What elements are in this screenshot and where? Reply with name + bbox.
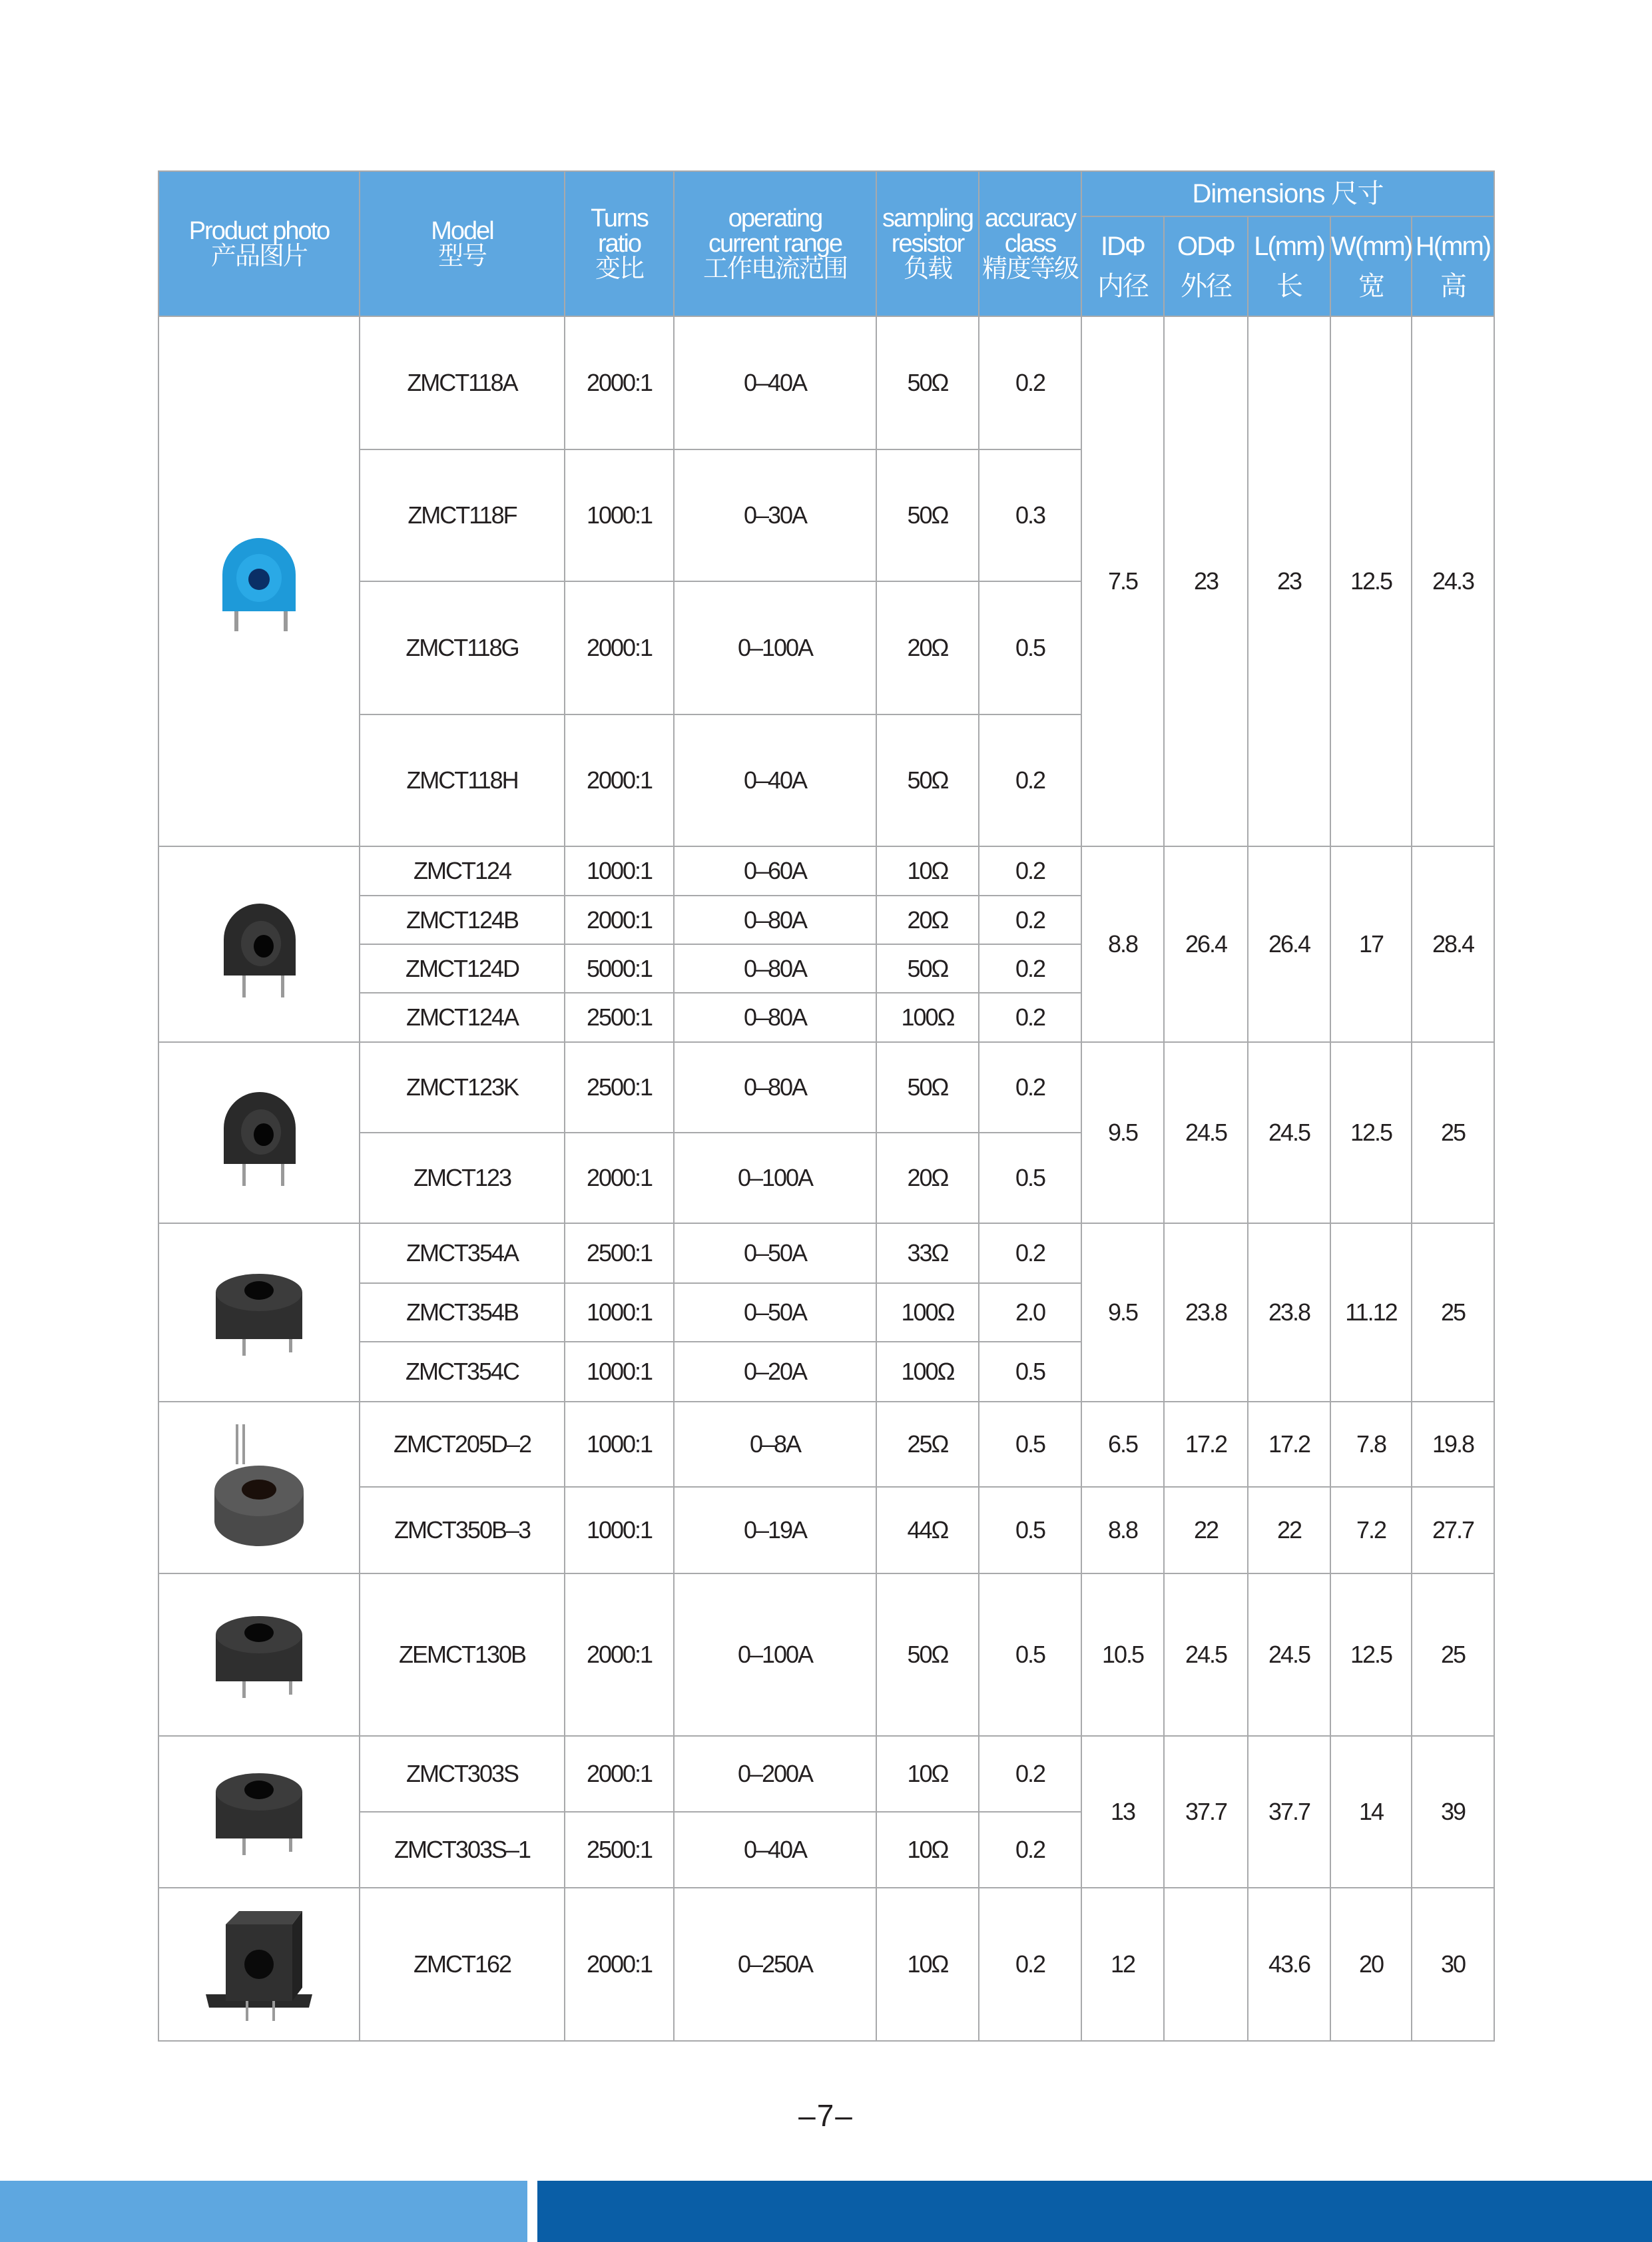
height-cell: 25 <box>1412 1223 1494 1402</box>
length-cell: 24.5 <box>1248 1042 1330 1223</box>
length-cell: 23 <box>1248 316 1330 846</box>
turns-ratio-cell: 2500:1 <box>565 1042 674 1133</box>
black-flat-current-transformer-icon <box>159 1605 359 1705</box>
outer-diameter-cell <box>1164 1888 1248 2041</box>
turns-ratio-cell: 2000:1 <box>565 896 674 944</box>
current-range-cell: 0–60A <box>674 846 876 896</box>
product-photo-cell <box>158 1223 360 1402</box>
model-cell: ZEMCT130B <box>360 1573 565 1736</box>
current-range-cell: 0–100A <box>674 581 876 714</box>
current-range-cell: 0–250A <box>674 1888 876 2041</box>
length-cell: 17.2 <box>1248 1402 1330 1487</box>
inner-diameter-cell: 9.5 <box>1081 1042 1164 1223</box>
accuracy-class-cell: 0.2 <box>979 944 1081 993</box>
turns-ratio-cell: 5000:1 <box>565 944 674 993</box>
black-round-current-transformer-icon <box>159 1076 359 1189</box>
table-header <box>158 171 1494 316</box>
outer-diameter-cell: 37.7 <box>1164 1736 1248 1888</box>
current-range-cell: 0–80A <box>674 1042 876 1133</box>
product-photo-cell <box>158 846 360 1042</box>
turns-ratio-cell: 2500:1 <box>565 993 674 1042</box>
header-sampling-resistor: sampling resistor 负载 <box>876 171 979 316</box>
header-accuracy-class: accuracy class 精度等级 <box>979 171 1081 316</box>
model-cell: ZMCT124B <box>360 896 565 944</box>
sampling-resistor-cell: 50Ω <box>876 316 979 449</box>
header-current-range: operating current range 工作电流范围 <box>674 171 876 316</box>
sampling-resistor-cell: 50Ω <box>876 449 979 581</box>
turns-ratio-cell: 1000:1 <box>565 1402 674 1487</box>
turns-ratio-cell: 1000:1 <box>565 449 674 581</box>
product-photo-cell <box>158 316 360 846</box>
sampling-resistor-cell: 50Ω <box>876 1042 979 1133</box>
accuracy-class-cell: 0.2 <box>979 993 1081 1042</box>
table-body <box>158 316 1494 2041</box>
outer-diameter-cell: 24.5 <box>1164 1573 1248 1736</box>
current-range-cell: 0–40A <box>674 1812 876 1888</box>
model-cell: ZMCT350B–3 <box>360 1487 565 1573</box>
width-cell: 7.2 <box>1330 1487 1412 1573</box>
product-photo-cell <box>158 1402 360 1573</box>
length-cell: 26.4 <box>1248 846 1330 1042</box>
current-range-cell: 0–19A <box>674 1487 876 1573</box>
width-cell: 14 <box>1330 1736 1412 1888</box>
width-cell: 11.12 <box>1330 1223 1412 1402</box>
width-cell: 20 <box>1330 1888 1412 2041</box>
turns-ratio-cell: 2000:1 <box>565 1573 674 1736</box>
accuracy-class-cell: 0.5 <box>979 1573 1081 1736</box>
width-cell: 17 <box>1330 846 1412 1042</box>
current-range-cell: 0–100A <box>674 1573 876 1736</box>
width-cell: 12.5 <box>1330 1042 1412 1223</box>
sampling-resistor-cell: 50Ω <box>876 1573 979 1736</box>
inner-diameter-cell: 10.5 <box>1081 1573 1164 1736</box>
model-cell: ZMCT118F <box>360 449 565 581</box>
product-photo-cell <box>158 1573 360 1736</box>
model-cell: ZMCT123K <box>360 1042 565 1133</box>
accuracy-class-cell: 0.5 <box>979 1342 1081 1402</box>
accuracy-class-cell: 0.2 <box>979 316 1081 449</box>
model-cell: ZMCT124D <box>360 944 565 993</box>
inner-diameter-cell: 9.5 <box>1081 1223 1164 1402</box>
model-cell: ZMCT123 <box>360 1133 565 1223</box>
accuracy-class-cell: 0.2 <box>979 1888 1081 2041</box>
turns-ratio-cell: 2000:1 <box>565 1133 674 1223</box>
height-cell: 25 <box>1412 1042 1494 1223</box>
accuracy-class-cell: 0.5 <box>979 1402 1081 1487</box>
height-cell: 19.8 <box>1412 1402 1494 1487</box>
sampling-resistor-cell: 50Ω <box>876 944 979 993</box>
turns-ratio-cell: 2000:1 <box>565 316 674 449</box>
accuracy-class-cell: 0.5 <box>979 1133 1081 1223</box>
inner-diameter-cell: 8.8 <box>1081 1487 1164 1573</box>
sampling-resistor-cell: 44Ω <box>876 1487 979 1573</box>
height-cell: 39 <box>1412 1736 1494 1888</box>
height-cell: 24.3 <box>1412 316 1494 846</box>
sampling-resistor-cell: 50Ω <box>876 714 979 846</box>
product-spec-table <box>158 170 1495 2042</box>
header-length: L(mm) 长 <box>1248 216 1330 316</box>
table-row <box>158 1888 1494 2041</box>
outer-diameter-cell: 23.8 <box>1164 1223 1248 1402</box>
footer-bar-light <box>0 2181 527 2242</box>
sampling-resistor-cell: 10Ω <box>876 846 979 896</box>
turns-ratio-cell: 2000:1 <box>565 1736 674 1812</box>
inner-diameter-cell: 7.5 <box>1081 316 1164 846</box>
header-id: IDΦ 内径 <box>1081 216 1164 316</box>
width-cell: 7.8 <box>1330 1402 1412 1487</box>
model-cell: ZMCT303S <box>360 1736 565 1812</box>
sampling-resistor-cell: 100Ω <box>876 993 979 1042</box>
height-cell: 30 <box>1412 1888 1494 2041</box>
table-row <box>158 1736 1494 1812</box>
product-photo-cell <box>158 1888 360 2041</box>
inner-diameter-cell: 12 <box>1081 1888 1164 2041</box>
model-cell: ZMCT124A <box>360 993 565 1042</box>
height-cell: 27.7 <box>1412 1487 1494 1573</box>
width-cell: 12.5 <box>1330 1573 1412 1736</box>
current-range-cell: 0–80A <box>674 993 876 1042</box>
accuracy-class-cell: 0.5 <box>979 1487 1081 1573</box>
model-cell: ZMCT303S–1 <box>360 1812 565 1888</box>
turns-ratio-cell: 2000:1 <box>565 1888 674 2041</box>
sampling-resistor-cell: 100Ω <box>876 1342 979 1402</box>
turns-ratio-cell: 2500:1 <box>565 1223 674 1283</box>
toroid-current-transformer-icon <box>159 1421 359 1554</box>
header-turns-ratio: Turns ratio 变比 <box>565 171 674 316</box>
outer-diameter-cell: 17.2 <box>1164 1402 1248 1487</box>
model-cell: ZMCT205D–2 <box>360 1402 565 1487</box>
turns-ratio-cell: 1000:1 <box>565 1342 674 1402</box>
length-cell: 22 <box>1248 1487 1330 1573</box>
turns-ratio-cell: 2000:1 <box>565 581 674 714</box>
current-range-cell: 0–20A <box>674 1342 876 1402</box>
table-row <box>158 1402 1494 1487</box>
black-flat-current-transformer-icon <box>159 1762 359 1862</box>
outer-diameter-cell: 24.5 <box>1164 1042 1248 1223</box>
table-row <box>158 846 1494 896</box>
square-mount-current-transformer-icon <box>159 1901 359 2028</box>
accuracy-class-cell: 0.2 <box>979 1812 1081 1888</box>
table-row <box>158 316 1494 449</box>
current-range-cell: 0–100A <box>674 1133 876 1223</box>
black-round-current-transformer-icon <box>159 888 359 1001</box>
accuracy-class-cell: 0.2 <box>979 1042 1081 1133</box>
model-cell: ZMCT162 <box>360 1888 565 2041</box>
model-cell: ZMCT118H <box>360 714 565 846</box>
header-dimensions: Dimensions 尺寸 <box>1081 171 1494 216</box>
length-cell: 43.6 <box>1248 1888 1330 2041</box>
current-range-cell: 0–200A <box>674 1736 876 1812</box>
product-photo-cell <box>158 1736 360 1888</box>
length-cell: 24.5 <box>1248 1573 1330 1736</box>
current-range-cell: 0–8A <box>674 1402 876 1487</box>
black-flat-current-transformer-icon <box>159 1262 359 1362</box>
model-cell: ZMCT118G <box>360 581 565 714</box>
turns-ratio-cell: 2500:1 <box>565 1812 674 1888</box>
sampling-resistor-cell: 33Ω <box>876 1223 979 1283</box>
accuracy-class-cell: 0.2 <box>979 1223 1081 1283</box>
turns-ratio-cell: 1000:1 <box>565 846 674 896</box>
outer-diameter-cell: 26.4 <box>1164 846 1248 1042</box>
sampling-resistor-cell: 100Ω <box>876 1283 979 1342</box>
turns-ratio-cell: 1000:1 <box>565 1487 674 1573</box>
height-cell: 28.4 <box>1412 846 1494 1042</box>
sampling-resistor-cell: 10Ω <box>876 1888 979 2041</box>
outer-diameter-cell: 22 <box>1164 1487 1248 1573</box>
width-cell: 12.5 <box>1330 316 1412 846</box>
length-cell: 37.7 <box>1248 1736 1330 1888</box>
current-range-cell: 0–50A <box>674 1223 876 1283</box>
current-range-cell: 0–40A <box>674 316 876 449</box>
table-row <box>158 1573 1494 1736</box>
accuracy-class-cell: 0.2 <box>979 846 1081 896</box>
accuracy-class-cell: 0.3 <box>979 449 1081 581</box>
header-height: H(mm) 高 <box>1412 216 1494 316</box>
accuracy-class-cell: 2.0 <box>979 1283 1081 1342</box>
current-range-cell: 0–50A <box>674 1283 876 1342</box>
turns-ratio-cell: 1000:1 <box>565 1283 674 1342</box>
accuracy-class-cell: 0.5 <box>979 581 1081 714</box>
length-cell: 23.8 <box>1248 1223 1330 1402</box>
accuracy-class-cell: 0.2 <box>979 896 1081 944</box>
accuracy-class-cell: 0.2 <box>979 1736 1081 1812</box>
outer-diameter-cell: 23 <box>1164 316 1248 846</box>
inner-diameter-cell: 6.5 <box>1081 1402 1164 1487</box>
current-range-cell: 0–30A <box>674 449 876 581</box>
model-cell: ZMCT354B <box>360 1283 565 1342</box>
model-cell: ZMCT118A <box>360 316 565 449</box>
accuracy-class-cell: 0.2 <box>979 714 1081 846</box>
header-width: W(mm) 宽 <box>1330 216 1412 316</box>
inner-diameter-cell: 13 <box>1081 1736 1164 1888</box>
inner-diameter-cell: 8.8 <box>1081 846 1164 1042</box>
blue-round-current-transformer-icon <box>159 525 359 638</box>
footer-bar-dark <box>537 2181 1652 2242</box>
sampling-resistor-cell: 25Ω <box>876 1402 979 1487</box>
turns-ratio-cell: 2000:1 <box>565 714 674 846</box>
sampling-resistor-cell: 20Ω <box>876 1133 979 1223</box>
model-cell: ZMCT354C <box>360 1342 565 1402</box>
table-row <box>158 1042 1494 1133</box>
model-cell: ZMCT354A <box>360 1223 565 1283</box>
height-cell: 25 <box>1412 1573 1494 1736</box>
model-cell: ZMCT124 <box>360 846 565 896</box>
sampling-resistor-cell: 10Ω <box>876 1736 979 1812</box>
current-range-cell: 0–80A <box>674 944 876 993</box>
sampling-resistor-cell: 20Ω <box>876 896 979 944</box>
header-od: ODΦ 外径 <box>1164 216 1248 316</box>
product-photo-cell <box>158 1042 360 1223</box>
table-row <box>158 1223 1494 1283</box>
page-number: –7– <box>798 2098 854 2133</box>
current-range-cell: 0–80A <box>674 896 876 944</box>
sampling-resistor-cell: 20Ω <box>876 581 979 714</box>
header-photo: Product photo 产品图片 <box>158 171 360 316</box>
current-range-cell: 0–40A <box>674 714 876 846</box>
header-model: Model 型号 <box>360 171 565 316</box>
sampling-resistor-cell: 10Ω <box>876 1812 979 1888</box>
